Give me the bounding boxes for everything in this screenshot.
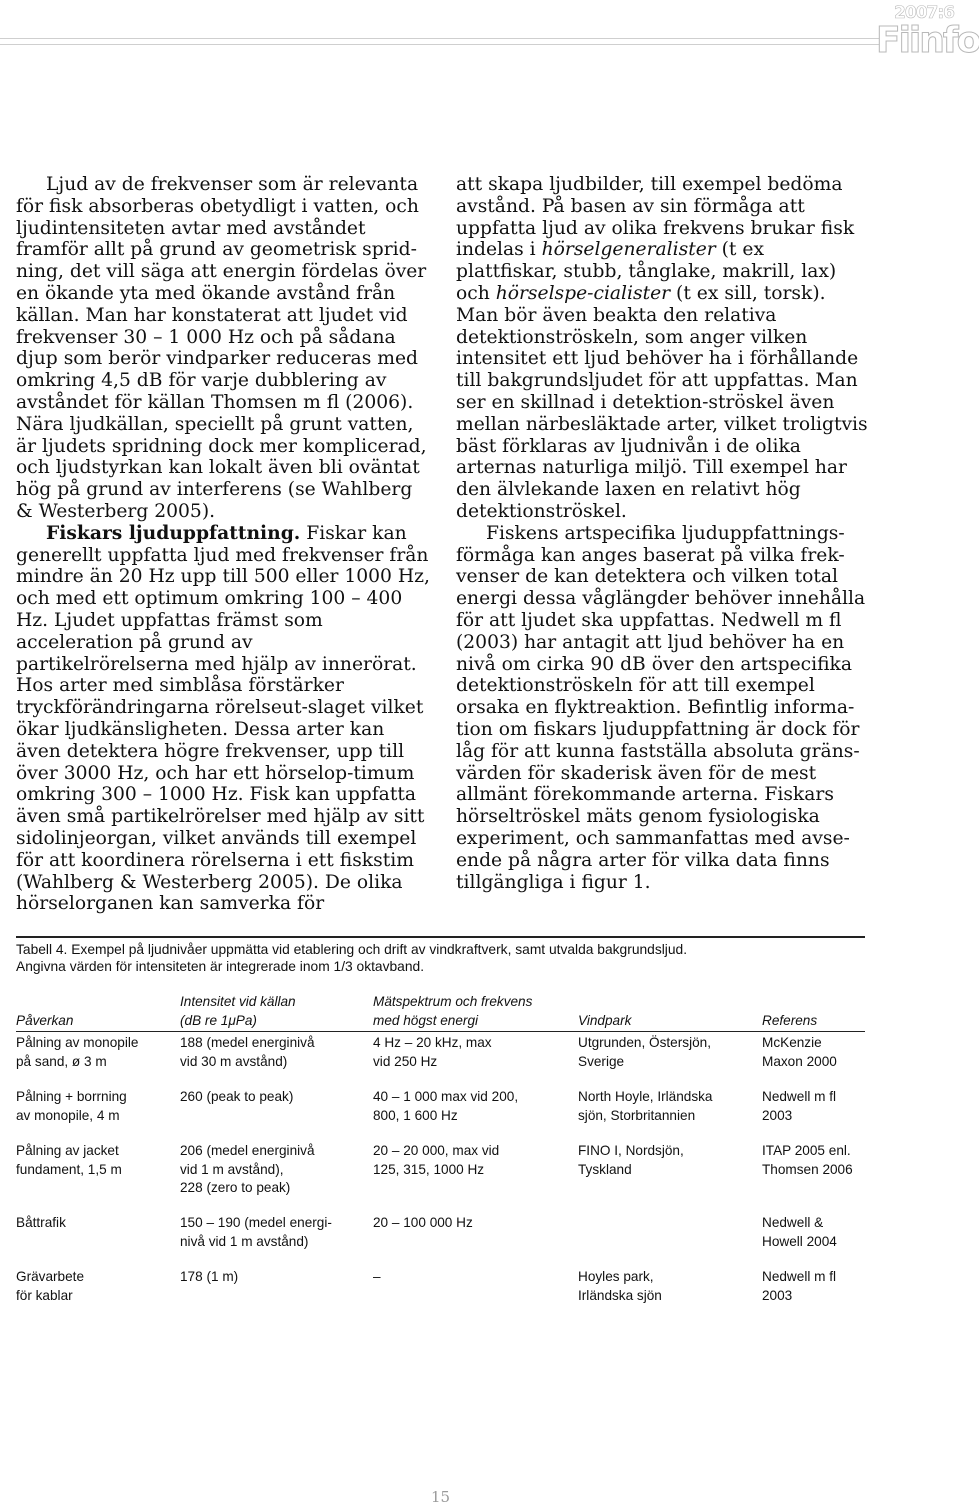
table-cell: 4 Hz – 20 kHz, max vid 250 Hz	[373, 1035, 492, 1069]
table-caption	[16, 942, 876, 975]
text-column-right	[456, 174, 871, 893]
paragraph-hearing-groups	[456, 174, 871, 523]
text-run: (t ex plattfiskar, stubb, tånglake, makrill, lax) och	[456, 239, 837, 304]
table-cell: Båttrafik	[16, 1215, 66, 1230]
header-cell: Vindpark	[578, 1012, 632, 1028]
page-number: 15	[431, 1488, 451, 1506]
issue-number: 2007:6	[894, 3, 954, 23]
table-cell: FINO I, Nordsjön, Tyskland	[578, 1143, 684, 1177]
table-header	[16, 990, 886, 1030]
table-cell: North Hoyle, Irländska sjön, Storbritannien	[578, 1089, 713, 1123]
caption-line-1: Tabell 4. Exempel på ljudnivåer uppmätta vid etablering och drift av vindkraftverk, samt utvalda bakgrundsljud.	[16, 942, 688, 957]
table-cell: Hoyles park, Irländska sjön	[578, 1269, 662, 1303]
paragraph-fish-hearing	[16, 523, 431, 915]
text-column-left	[16, 174, 431, 915]
caption-line-2: Angivna värden för intensiteten är integrerade inom 1/3 oktavband.	[16, 958, 425, 974]
term-generalists: hörselgeneralister	[541, 239, 716, 261]
brand-name: Fiinfo	[876, 20, 979, 61]
table-cell: Pålning av jacket fundament, 1,5 m	[16, 1143, 122, 1177]
table-cell: 188 (medel energinivå vid 30 m avstånd)	[180, 1035, 315, 1069]
paragraph-fish-hearing-text: Fiskar kan generellt uppfatta ljud med frekvenser från mindre än 20 Hz upp till 500 eller 1000 Hz, och med ett optimum omkring 100 – 400 Hz. Ljudet uppfattas främst som acceleration på grund av partikelrörelserna med hjälp av innerörat. Hos arter med simblåsa förstärker tryckförändringarna rörelseut-slaget vilket ökar ljudkänsligheten. Dessa arter kan även detektera högre frekvenser, upp till över 3000 Hz, och har ett hörselop-timum omkring 300 – 1000 Hz. Fisk kan uppfatta även små partikelrörelser med hjälp av sitt sidolinjeorgan, vilket används till exempel för att koordinera rörelserna i ett fiskstim (Wahlberg & Westerberg 2005). De olika hörselorganen kan samverka för	[16, 522, 430, 915]
term-specialists: hörselspe-cialister	[495, 282, 671, 304]
paragraph-species-specific: Fiskens artspecifika ljuduppfattnings-förmåga kan anges baserat på vilka frek-venser de kan detektera och vilken total energi dessa våglängder behöver innehålla för att ljudet ska uppfattas. Nedwell m fl (2003) har antagit att ljud behöver ha en nivå om cirka 90 dB över den artspecifika detektionströskeln för att till exempel orsaka en flyktreaktion. Befintlig informa-tion om fiskars ljuduppfattning är dock för låg för att kunna fastställa absoluta gräns-värden för skaderisk även för de mest allmänt förekommande arterna. Fiskars hörseltröskel mäts genom fysiologiska experiment, och sammanfattas med avse-ende på några arter för vilka data finns tillgängliga i figur 1.	[456, 522, 866, 893]
fiinfo-logo	[876, 0, 979, 66]
header-cell: Referens	[762, 1012, 818, 1028]
table-cell: McKenzie Maxon 2000	[762, 1035, 837, 1069]
table-cell: Pålning + borrning av monopile, 4 m	[16, 1089, 127, 1123]
table-cell: Nedwell m fl 2003	[762, 1089, 837, 1123]
table-cell: 20 – 20 000, max vid 125, 315, 1000 Hz	[373, 1143, 500, 1177]
table-top-rule	[16, 936, 865, 938]
table-cell: 260 (peak to peak)	[180, 1089, 294, 1104]
text-run: (t ex sill, torsk). Man bör även beakta den relativa detektionströskeln, som anger vilken intensitet ett ljud behöver ha i förhållande till bakgrundsljudet för att uppfattas. Man ser en skillnad i detektion-ströskel även mellan närbesläktade arter, vilket troligtvis bäst förklaras av ljudnivån i de olika arternas naturliga miljö. Till exempel har den älvlekande laxen en relativt hög detektionströskel.	[456, 282, 868, 522]
table-cell: 150 – 190 (medel energi- nivå vid 1 m avstånd)	[180, 1215, 332, 1249]
noise-level-table	[16, 990, 886, 1303]
section-heading: Fiskars ljuduppfattning.	[46, 521, 301, 544]
header-cell: Mätspektrum och frekvens med högst energi	[373, 994, 533, 1028]
table-cell: Utgrunden, Östersjön, Sverige	[578, 1035, 711, 1069]
table-cell: Pålning av monopile på sand, ø 3 m	[16, 1035, 139, 1069]
header-rule-bottom	[0, 44, 880, 45]
text-run: att skapa ljudbilder, till exempel bedöma avstånd. På basen av sin förmåga att uppfatta ljud av olika frekvens brukar fisk indelas i	[456, 174, 855, 261]
table-cell: Nedwell m fl 2003	[762, 1269, 837, 1303]
paragraph-sound-propagation: Ljud av de frekvenser som är relevanta för fisk absorberas obetydligt i vatten, och ljudintensiteten avtar med avståndet framför allt på grund av geometrisk sprid-ning, det vill säga att energin fördelas över en ökande yta med ökande avstånd från källan. Man har konstaterat att ljudet vid frekvenser 30 – 1 000 Hz och på sådana djup som berör vindparker reduceras med omkring 4,5 dB för varje dubblering av avståndet för källan Thomsen m fl (2006). Nära ljudkällan, speciellt på grunt vatten, är ljudets spridning dock mer komplicerad, och ljudstyrkan kan lokalt även bli oväntat hög på grund av interferens (se Wahlberg & Westerberg 2005).	[16, 174, 427, 522]
table-cell: ITAP 2005 enl. Thomsen 2006	[762, 1143, 853, 1177]
table-cell: 40 – 1 000 max vid 200, 800, 1 600 Hz	[373, 1089, 519, 1123]
table-cell: 178 (1 m)	[180, 1269, 239, 1284]
header-rule	[16, 1031, 865, 1032]
header-cell: Intensitet vid källan (dB re 1μPa)	[180, 994, 296, 1028]
header-cell: Påverkan	[16, 1012, 74, 1028]
table-cell: Nedwell & Howell 2004	[762, 1215, 837, 1249]
table-cell: –	[373, 1269, 381, 1284]
table-cell: Grävarbete för kablar	[16, 1269, 85, 1303]
header-rule-top	[0, 38, 880, 39]
table-cell: 206 (medel energinivå vid 1 m avstånd), 228 (zero to peak)	[180, 1143, 315, 1195]
table-cell: 20 – 100 000 Hz	[373, 1215, 473, 1230]
